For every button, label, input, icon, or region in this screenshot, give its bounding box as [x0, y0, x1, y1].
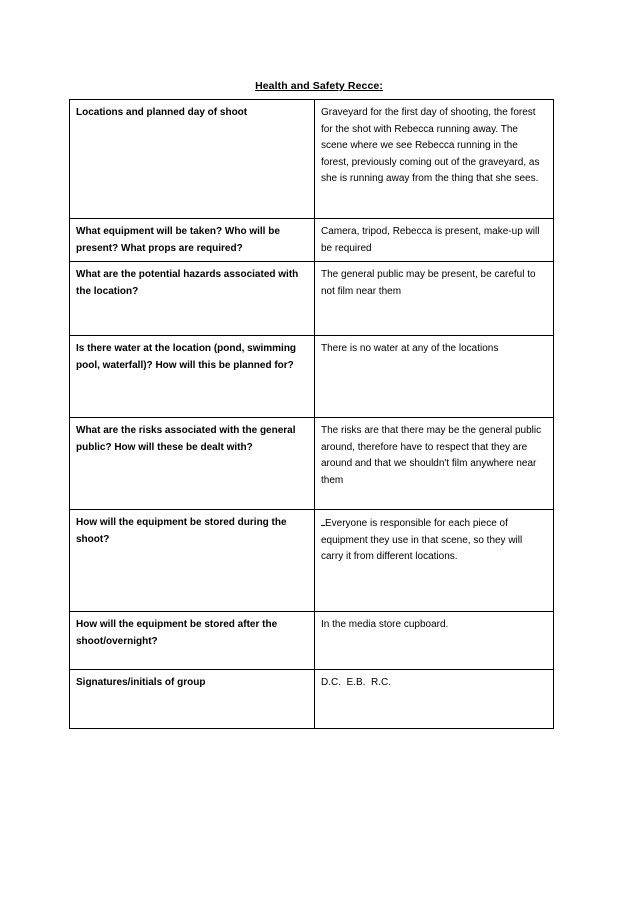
table-row — [70, 219, 554, 262]
table-row — [70, 612, 554, 670]
answer-cell — [315, 510, 554, 612]
answer-cell: The general public may be present, be careful to not film near them — [315, 262, 554, 336]
answer-cell: There is no water at any of the locations — [315, 336, 554, 418]
answer-cell: Graveyard for the first day of shooting, the forest for the shot with Rebecca running away. The scene where we see Rebecca running in the forest, previously coming out of the graveyard, as she is running away from the thing that she sees. — [315, 100, 554, 219]
table-row — [70, 418, 554, 510]
document-title: Health and Safety Recce: — [255, 80, 383, 92]
table-row — [70, 262, 554, 336]
answer-text: Everyone is responsible for each piece of equipment they use in that scene, so they will carry it from different locations. — [321, 518, 523, 562]
question-cell: Is there water at the location (pond, swimming pool, waterfall)? How will this be planned for? — [70, 336, 315, 418]
question-cell: What are the risks associated with the general public? How will these be dealt with? — [70, 418, 315, 510]
question-cell: What equipment will be taken? Who will be present? What props are required? — [70, 219, 315, 262]
table-row — [70, 336, 554, 418]
answer-cell: The risks are that there may be the general public around, therefore have to respect that they are around and that we shouldn't film anywhere near them — [315, 418, 554, 510]
answer-cell: Camera, tripod, Rebecca is present, make-up will be required — [315, 219, 554, 262]
question-cell: What are the potential hazards associated with the location? — [70, 262, 315, 336]
table-row — [70, 510, 554, 612]
question-cell: How will the equipment be stored after the shoot/overnight? — [70, 612, 315, 670]
answer-cell: In the media store cupboard. — [315, 612, 554, 670]
recce-table — [69, 99, 554, 729]
question-cell: Locations and planned day of shoot — [70, 100, 315, 219]
table-row — [70, 670, 554, 729]
table-row — [70, 100, 554, 219]
question-cell: How will the equipment be stored during the shoot? — [70, 510, 315, 612]
answer-cell: D.C. E.B. R.C. — [315, 670, 554, 729]
question-cell: Signatures/initials of group — [70, 670, 315, 729]
